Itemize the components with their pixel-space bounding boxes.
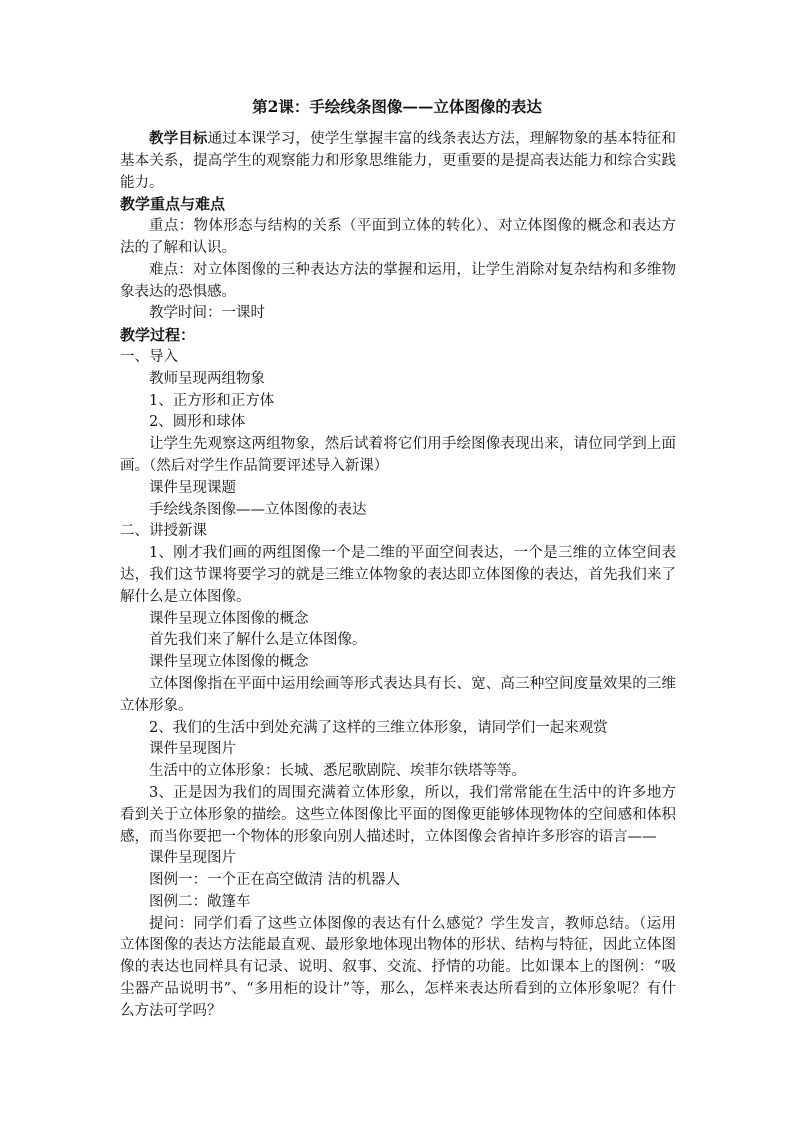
concept-paragraph-2: 课件呈现立体图像的概念 bbox=[149, 654, 309, 671]
example-2-paragraph: 图例二：敞篷车 bbox=[149, 893, 251, 910]
definition-paragraph: 立体图像指在平面中运用绘画等形式表达具有长、宽、高三种空间度量效果的三维立体形象。 bbox=[120, 675, 676, 714]
teaching-time: 教学时间：一课时 bbox=[149, 305, 265, 322]
section-new-lesson-heading: 二、讲授新课 bbox=[120, 523, 207, 540]
key-point-paragraph: 重点：物体形态与结构的关系（平面到立体的转化）、对立体图像的概念和表达方法的了解和认识。 bbox=[120, 218, 676, 256]
courseware-title-paragraph: 课件呈现课题 bbox=[149, 479, 236, 496]
document-title: 第2课：手绘线条图像——立体图像的表达 bbox=[252, 97, 542, 116]
students-observe-paragraph: 让学生先观察这两组物象，然后试着将它们用手绘图像表现出来，请位同学到上面画。（然后对学生作品简要评述导入新课） bbox=[120, 436, 676, 474]
teaching-goal-paragraph bbox=[120, 128, 676, 194]
teaching-goal-label: 教学目标 bbox=[149, 130, 208, 147]
concept-paragraph-1: 课件呈现立体图像的概念 bbox=[149, 610, 309, 627]
question-paragraph: 提问：同学们看了这些立体图像的表达有什么感觉？学生发言，教师总结。（运用立体图像的表达方法能最直观、最形象地体现出物体的形状、结构与特征，因此立体图像的表达也同样具有记录、说明、叙事、交流、抒情的功能。比如课本上的图例：“吸尘器产品说明书”、“多用柜的设计”等，那么，怎样来表达所看到的立体形象呢？有什么方法可学吗？ bbox=[120, 915, 676, 1019]
life-examples-paragraph: 生活中的立体形象：长城、悉尼歌剧院、埃菲尔铁塔等等。 bbox=[149, 763, 526, 780]
pictures-paragraph-1: 课件呈现图片 bbox=[149, 741, 236, 758]
process-heading: 教学过程： bbox=[120, 326, 196, 345]
teacher-show-paragraph: 教师呈现两组物象 bbox=[149, 370, 265, 387]
pictures-paragraph-2: 课件呈现图片 bbox=[149, 850, 236, 867]
new-lesson-paragraph-1: 1、刚才我们画的两组图像一个是二维的平面空间表达，一个是三维的立体空间表达，我们这节课将要学习的就是三维立体物象的表达即立体图像的表达，首先我们来了解什么是立体图像。 bbox=[120, 545, 676, 605]
difficulty-paragraph: 难点：对立体图像的三种表达方法的掌握和运用，让学生消除对复杂结构和多维物象表达的恐惧感。 bbox=[120, 261, 676, 300]
section-intro-heading: 一、导入 bbox=[120, 348, 178, 365]
document-body bbox=[120, 128, 676, 1023]
new-lesson-paragraph-2: 2、我们的生活中到处充满了这样的三维立体形象，请同学们一起来观赏 bbox=[149, 719, 608, 736]
example-1-paragraph: 图例一：一个正在高空做清 洁的机器人 bbox=[149, 872, 401, 889]
key-points-heading: 教学重点与难点 bbox=[120, 195, 226, 214]
lesson-title-paragraph: 手绘线条图像——立体图像的表达 bbox=[149, 501, 367, 518]
teaching-goal-text: 通过本课学习，使学生掌握丰富的线条表达方法，理解物象的基本特征和基本关系，提高学生的观察能力和形象思维能力，更重要的是提高表达能力和综合实践能力。 bbox=[120, 131, 677, 191]
list-item: 1、正方形和正方体 bbox=[149, 392, 275, 409]
first-understand-paragraph: 首先我们来了解什么是立体图像。 bbox=[149, 632, 367, 649]
new-lesson-paragraph-3: 3、正是因为我们的周围充满着立体形象，所以，我们常常能在生活中的许多地方看到关于立体形象的描绘。这些立体图像比平面的图像更能够体现物体的空间感和体积感，而当你要把一个物体的形象向别人描述时，立体图像会省掉许多形容的语言—— bbox=[120, 784, 676, 845]
list-item: 2、圆形和球体 bbox=[149, 414, 246, 431]
